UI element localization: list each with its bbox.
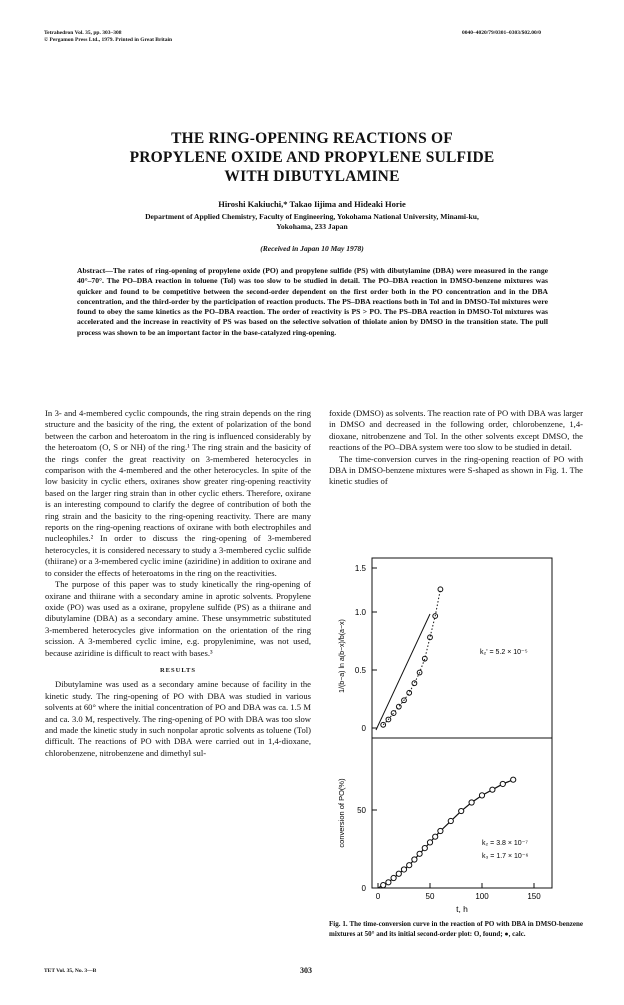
abstract: Abstract—The rates of ring-opening of propylene oxide (PO) and propylene sulfide (PS) with dibutylamine (DBA) were measured in the range 40°–70°. The PO–DBA reaction in toluene (Tol) was too slow to be studied in detail. The PO–DBA reaction in DMSO-benzene mixtures was quicker and found to be competitive between the second-order dependent on the first order both in the PO concentration and in the DBA concentration, and the third-order by the participation of reaction products. The PS–DBA reactions both in Tol and in DMSO-Tol mixtures were found to obey the same kinetics as the PO–DBA reaction. The order of reactivity is PS > PO. The PS–DBA reaction in DMSO-Tol mixtures was accelerated and the increase in reactivity of PS was based on the selective solvation of thiolate anion by DMSO in the transition state. The pull process was shown to be an important factor in the base-catalyzed ring-opening. bbox=[77, 266, 548, 337]
top-data-point bbox=[412, 681, 417, 686]
bottom-data-point bbox=[459, 808, 464, 813]
publisher-line: © Pergamon Press Ltd., 1979. Printed in Great Britain bbox=[44, 37, 173, 43]
xtick-150: 150 bbox=[527, 892, 541, 901]
x-axis-label: t, h bbox=[456, 904, 468, 914]
bottom-data-point bbox=[386, 880, 391, 885]
left-column bbox=[45, 408, 311, 759]
top-panel-series bbox=[381, 587, 443, 727]
received-date: (Received in Japan 10 May 1978) bbox=[260, 244, 364, 253]
top-ytick-1: 0.5 bbox=[354, 666, 366, 675]
paragraph-time-conversion: The time-conversion curves in the ring-opening reaction of PO with DBA in DMSO-benzene mixtures were S-shaped as shown in Fig. 1. The kinetic studies of bbox=[329, 453, 583, 487]
bottom-ytick-0: 0 bbox=[361, 884, 366, 893]
k2-label: k₂ = 3.8 × 10⁻⁷ bbox=[482, 840, 528, 847]
bottom-data-point bbox=[500, 781, 505, 786]
bottom-data-point bbox=[412, 857, 417, 862]
article-code: 0040–4020/79/0301–0303/$02.00/0 bbox=[462, 30, 541, 36]
bottom-data-point bbox=[396, 871, 401, 876]
bottom-panel-series bbox=[378, 777, 516, 888]
paragraph-results: Dibutylamine was used as a secondary amine because of facility in the kinetic study. The ring-opening of PO with DBA was studied in various solvents at 60° where the initial concentration of PO and DBA was ca. 1.5 M and ca. 3.0 M, respectively. The ring-opening of PO with DBA was too slow and made the kinetic study in such nonpolar aprotic solvents as toluene (Tol) difficult. The reactions of PO with DBA were carried out in 1,4-dioxane, chlorobenzene, nitrobenzene and dimethyl sul- bbox=[45, 679, 311, 758]
right-column bbox=[329, 408, 583, 488]
top-data-point bbox=[381, 722, 386, 727]
title-line-2: PROPYLENE OXIDE AND PROPYLENE SULFIDE bbox=[129, 149, 495, 166]
xtick-0: 0 bbox=[375, 892, 381, 901]
bottom-data-point bbox=[511, 777, 516, 782]
bottom-data-point bbox=[422, 846, 427, 851]
top-y-ticks bbox=[355, 564, 377, 733]
footer-volume: TET Vol. 35, No. 3—B bbox=[44, 968, 97, 974]
bottom-data-point bbox=[407, 863, 412, 868]
bottom-data-point bbox=[469, 800, 474, 805]
title-line-1: THE RING-OPENING REACTIONS OF bbox=[171, 130, 453, 147]
paragraph-intro: In 3- and 4-membered cyclic compounds, the ring strain depends on the ring structure and the basicity of the ring, the extent of polarization of the bond between the carbon and heteroatom in the ring is influenced considerably by the heteroatom (O, S or NH) of the ring.¹ The ring strain and the basicity of the rings confer the great reactivity on 3-membered heterocycles in comparison with the 4-membered and the other heterocycles. In spite of the low basicity in cyclic ethers, oxiranes show greater ring-opening reactivity based on the larger ring strain than in other cyclic ethers. Therefore, oxirane is an interesting compound to clarify the degree of contribution of both the ring strain and the basicity to the ring-opening reactivity. There are many reports on the ring-opening reactions of oxirane with both electrophiles and nucleophiles.² In order to discuss the ring-opening of 3-membered heterocycles, it is considered necessary to study a 3-membered cyclic sulfide (thiirane) or a 3-membered cyclic imine (aziridine) in addition to oxirane and to consider the effects of heteroatoms in the ring on the reactivities. bbox=[45, 408, 311, 578]
affiliation bbox=[80, 212, 544, 232]
x-ticks bbox=[376, 883, 541, 901]
bottom-data-point bbox=[381, 883, 386, 888]
section-heading-results: RESULTS bbox=[159, 666, 197, 674]
top-ytick-0: 0 bbox=[361, 724, 366, 733]
k3-label: k₃ = 1.7 × 10⁻⁶ bbox=[482, 853, 529, 860]
top-y-label: 1/(b−a) ln a(b−x)/b(a−x) bbox=[339, 619, 346, 693]
affiliation-line-1: Department of Applied Chemistry, Faculty of Engineering, Yokohama National University, Minami-ku, bbox=[145, 212, 479, 221]
bottom-data-point bbox=[417, 851, 422, 856]
bottom-ytick-50: 50 bbox=[357, 806, 366, 815]
bottom-data-point bbox=[433, 834, 438, 839]
figure-caption: Fig. 1. The time-conversion curve in the reaction of PO with DBA in DMSO-benzene mixtures at 50° and its initial second-order plot: O, found; ●, calc. bbox=[329, 920, 583, 938]
xtick-100: 100 bbox=[475, 892, 489, 901]
top-ytick-3: 1.5 bbox=[354, 564, 366, 573]
title-line-3: WITH DIBUTYLAMINE bbox=[224, 168, 400, 185]
bottom-data-point bbox=[391, 875, 396, 880]
top-dotted-curve bbox=[383, 589, 440, 724]
authors: Hiroshi Kakiuchi,* Takao Iijima and Hideaki Horie bbox=[218, 199, 406, 209]
bottom-data-point bbox=[490, 787, 495, 792]
figure-1 bbox=[330, 548, 580, 918]
affiliation-line-2: Yokohama, 233 Japan bbox=[276, 222, 348, 231]
paragraph-purpose: The purpose of this paper was to study kinetically the ring-opening of oxirane and thiirane with a secondary amine in aprotic solvents. Propylene oxide (PO) was used as a oxirane, propylene sulfide (PS) as a thiirane and dibutylamine (DBA) as a secondary amine. These unsymmetric substituted 3-membered heterocycles give information on the orientation of the ring scission. A 3-membered cyclic imine, e.g. propylenimine, was not used, because aziridine is difficult to react with bases.³ bbox=[45, 579, 311, 658]
xtick-50: 50 bbox=[425, 892, 435, 901]
bottom-data-point bbox=[479, 793, 484, 798]
bottom-y-label: conversion of PO(%) bbox=[337, 778, 346, 848]
bottom-data-point bbox=[401, 867, 406, 872]
journal-line: Tetrahedron Vol. 35, pp. 303–308 bbox=[44, 30, 122, 36]
bottom-data-point bbox=[438, 828, 443, 833]
bottom-data-point bbox=[448, 818, 453, 823]
k2-prime-label: k₂' = 5.2 × 10⁻⁵ bbox=[480, 649, 528, 656]
page-number: 303 bbox=[300, 966, 312, 975]
bottom-data-point bbox=[427, 840, 432, 845]
top-ytick-2: 1.0 bbox=[354, 608, 366, 617]
paragraph-solvents: foxide (DMSO) as solvents. The reaction rate of PO with DBA was larger in DMSO and decreased in the following order, chlorobenzene, 1,4-dioxane, nitrobenzene and Tol. In the other solvents except DMSO, the reactions of the PO–DBA system were too slow to be studied in detail. bbox=[329, 408, 583, 453]
top-panel-frame bbox=[372, 558, 552, 738]
